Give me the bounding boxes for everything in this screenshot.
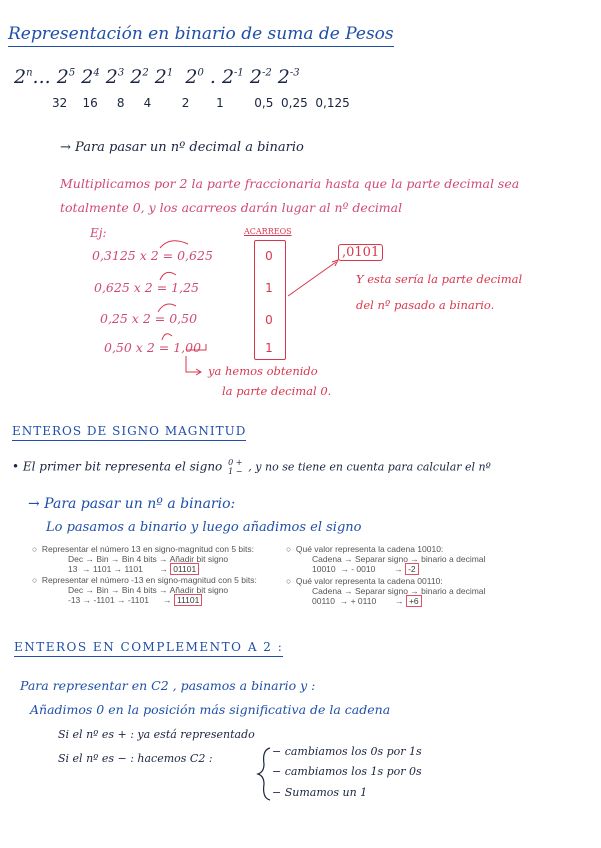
sign-map: 0 + 1 −: [228, 458, 243, 476]
operation-2: 0,625 x 2 = 1,25: [94, 280, 199, 295]
signo-heading-2: → Para pasar un nº a binario:: [28, 496, 236, 512]
weights-row: [52, 96, 350, 110]
signo-bullet: [12, 458, 491, 476]
example-left-2-question: Representar el número -13 en signo-magnitud con 5 bits:: [41, 575, 257, 585]
c2-line-2: Añadimos 0 en la posición más significativa de la cadena: [30, 702, 391, 717]
c2-step-1: − cambiamos los 0s por 1s: [272, 745, 422, 758]
weight-4: 4: [143, 96, 152, 110]
example-left-1-question: Representar el número 13 en signo-magnitud con 5 bits:: [41, 544, 255, 554]
power-2-m1: $2^{-1}$: [221, 66, 244, 88]
weight-32: 32: [52, 96, 68, 110]
example-left-2-answer: 11101: [174, 594, 202, 606]
power-2n: 2$^n$: [14, 66, 33, 88]
page-title: Representación en binario de suma de Pesos: [8, 24, 394, 47]
c2-step-2: − cambiamos los 1s por 0s: [272, 765, 422, 778]
decimal-line-1: Multiplicamos por 2 la parte fraccionaria hasta que la parte decimal sea: [60, 176, 520, 191]
operation-3: 0,25 x 2 = 0,50: [100, 311, 198, 326]
c2-step-3: − Sumamos un 1: [272, 786, 368, 799]
signo-bullet-text: • El primer bit representa el signo: [12, 459, 223, 474]
acarreos-label: ACARREOS: [244, 227, 292, 236]
example-right-1-values: 10010 → - 0010 →: [312, 564, 406, 574]
power-2-m3: $2^{-3}$: [277, 66, 300, 88]
example-left-2-steps: Dec → Bin → Bin 4 bits → Añadir bit signo: [68, 585, 229, 595]
c2-line-4: Si el nº es − : hacemos C2 :: [58, 752, 213, 765]
signo-line: Lo pasamos a binario y luego añadimos el signo: [46, 520, 362, 535]
power-2-5: $2^5$: [56, 66, 76, 88]
carry-4: 1: [265, 341, 273, 355]
example-right-1: ○ Qué valor representa la cadena 10010: Cadena → Separar signo → binario a decimal 10010 → - 0010 → -2: [286, 544, 486, 574]
operation-1: 0,3125 x 2 = 0,625: [92, 248, 213, 263]
weight-0-125: 0,125: [315, 96, 350, 110]
c2-heading: ENTEROS EN COMPLEMENTO A 2 :: [14, 640, 283, 657]
example-left-1-values: 13 → 1101 → 1101 →: [68, 564, 171, 574]
weight-0-25: 0,25: [281, 96, 308, 110]
decimal-line-2: totalmente 0, y los acarreos darán lugar al nº decimal: [60, 200, 403, 215]
operation-4: 0,50 x 2 = 1,00: [104, 340, 202, 355]
result-note-1: Y esta sería la parte decimal: [356, 272, 523, 286]
power-2-0: $2^0$: [185, 66, 204, 88]
power-2-1: $2^1$: [154, 66, 174, 88]
signo-bullet-rest: , y no se tiene en cuenta para calcular el nº: [248, 460, 491, 474]
weight-2: 2: [181, 96, 190, 110]
example-right-2-answer: +6: [406, 595, 422, 607]
example-left-1: ○ Representar el número 13 en signo-magnitud con 5 bits: Dec → Bin → Bin 4 bits → Añadir bit signo 13 → 1101 → 1101 → 01101: [32, 544, 255, 574]
dots: ...: [32, 66, 51, 88]
weight-1: 1: [216, 96, 224, 110]
carry-2: 1: [265, 281, 273, 295]
result-note-2: del nº pasado a binario.: [356, 298, 495, 312]
example-left-2: ○ Representar el número -13 en signo-magnitud con 5 bits: Dec → Bin → Bin 4 bits → Añadir bit signo -13 → -1101 → -1101 → 11101: [32, 575, 257, 605]
power-2-2: $2^2$: [130, 66, 149, 88]
binary-point: .: [209, 66, 216, 88]
power-2-m2: $2^{-2}$: [249, 66, 272, 88]
weight-16: 16: [82, 96, 98, 110]
example-left-1-steps: Dec → Bin → Bin 4 bits → Añadir bit signo: [68, 554, 229, 564]
weight-8: 8: [116, 96, 125, 110]
power-2-4: $2^4$: [81, 66, 100, 88]
end-note-1: ya hemos obtenido: [208, 364, 318, 378]
example-right-2: ○ Qué valor representa la cadena 00110: Cadena → Separar signo → binario a decimal 00110 → + 0110 → +6: [286, 576, 486, 606]
example-label: Ej:: [90, 226, 107, 240]
carry-3: 0: [265, 313, 273, 327]
weight-0-5: 0,5: [254, 96, 274, 110]
example-right-2-values: 00110 → + 0110 →: [312, 596, 406, 606]
example-right-1-answer: -2: [405, 563, 419, 575]
decimal-heading: → Para pasar un nº decimal a binario: [60, 140, 304, 155]
carry-1: 0: [265, 249, 273, 263]
signo-magnitud-heading: ENTEROS DE SIGNO MAGNITUD: [12, 424, 246, 441]
example-right-1-question: Qué valor representa la cadena 10010:: [295, 544, 444, 554]
example-right-1-steps: Cadena → Separar signo → binario a decimal: [312, 554, 486, 564]
powers-row: [14, 66, 300, 88]
end-note-2: la parte decimal 0.: [222, 384, 332, 398]
c2-line-3: Si el nº es + : ya está representado: [58, 728, 255, 741]
c2-line-1: Para representar en C2 , pasamos a binario y :: [20, 678, 316, 693]
example-left-2-values: -13 → -1101 → -1101 →: [68, 595, 174, 605]
power-2-3: $2^3$: [105, 66, 125, 88]
example-right-2-question: Qué valor representa la cadena 00110:: [295, 576, 443, 586]
example-right-2-steps: Cadena → Separar signo → binario a decimal: [312, 586, 486, 596]
fraction-result: ,0101: [338, 244, 383, 261]
example-left-1-answer: 01101: [170, 563, 199, 575]
